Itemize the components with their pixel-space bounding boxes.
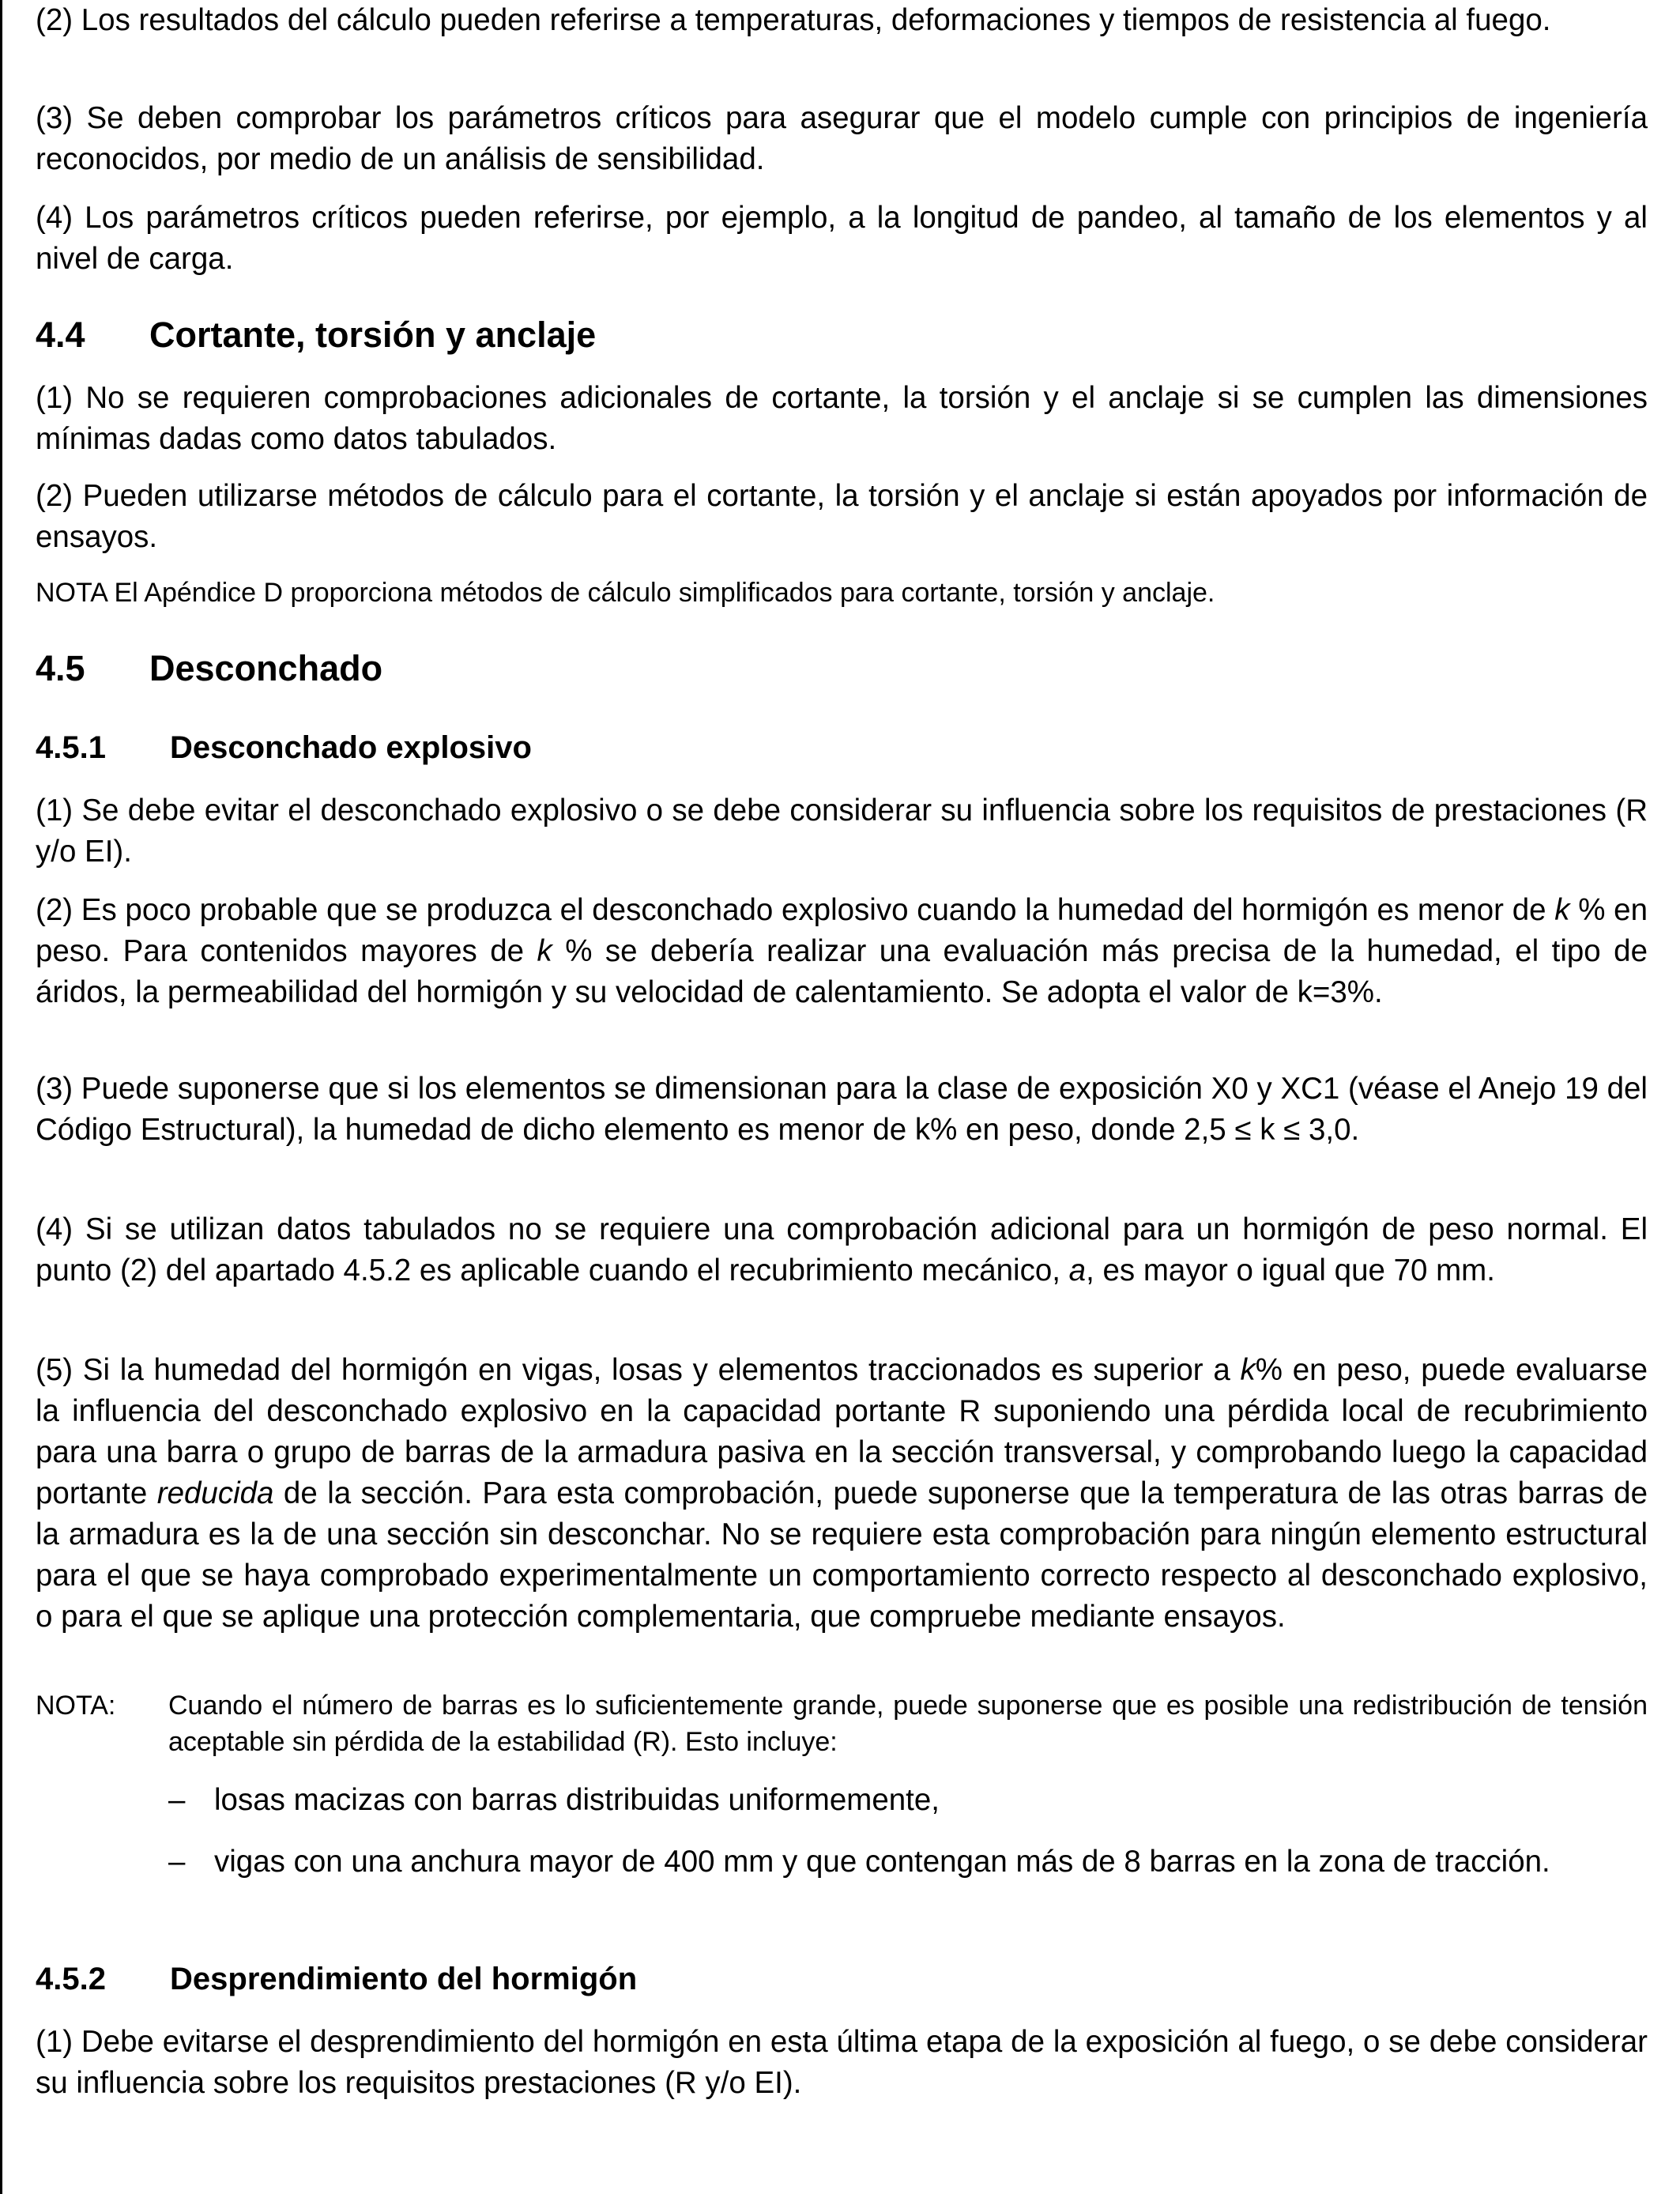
paragraph-4-5-1-2: (2) Es poco probable que se produzca el desconchado explosivo cuando la humedad del hormigón es menor de k % en peso. Para contenidos mayores de k % se debería realizar una evaluación más precisa de la humedad, el tipo de áridos, la permeabilidad del hormigón y su velocidad de calentamiento. Se adopta el valor de k=3%. — [36, 893, 1648, 1009]
list-item — [168, 1842, 1638, 1883]
dash-bullet: – — [168, 1783, 186, 1817]
section-heading-4-5 — [36, 648, 382, 689]
note-label: NOTA: — [36, 1691, 116, 1721]
dash-bullet: – — [168, 1845, 186, 1879]
list-item-text: vigas con una anchura mayor de 400 mm y que contengan más de 8 barras en la zona de tracción. — [214, 1845, 1550, 1879]
note-4-4: NOTA El Apéndice D proporciona métodos de cálculo simplificados para cortante, torsión y anclaje. — [36, 578, 1215, 608]
subsection-title: Desprendimiento del hormigón — [170, 1962, 638, 1996]
section-heading-4-4 — [36, 315, 596, 356]
paragraph-4-5-1-4: (4) Si se utilizan datos tabulados no se requiere una comprobación adicional para un hormigón de peso normal. El punto (2) del apartado 4.5.2 es aplicable cuando el recubrimiento mecánico, a, es mayor o igual que 70 mm. — [36, 1212, 1648, 1287]
list-item — [168, 1780, 1638, 1821]
paragraph-4-5-2-1: (1) Debe evitarse el desprendimiento del hormigón en esta última etapa de la exposición al fuego, o se debe considerar su influencia sobre los requisitos prestaciones (R y/o EI). — [36, 2025, 1648, 2100]
paragraph-4-3-2: (2) Los resultados del cálculo pueden referirse a temperaturas, deformaciones y tiempos de resistencia al fuego. — [36, 3, 1551, 37]
paragraph-4-4-1: (1) No se requieren comprobaciones adicionales de cortante, la torsión y el anclaje si se cumplen las dimensiones mínimas dadas como datos tabulados. — [36, 381, 1648, 456]
subsection-heading-4-5-1 — [36, 730, 532, 766]
note-body: Cuando el número de barras es lo suficientemente grande, puede suponerse que es posible una redistribución de tensión aceptable sin pérdida de la estabilidad (R). Esto incluye: — [168, 1691, 1648, 1757]
paragraph-4-5-1-3: (3) Puede suponerse que si los elementos se dimensionan para la clase de exposición X0 y XC1 (véase el Anejo 19 del Código Estructural), la humedad de dicho elemento es menor de k% en peso, donde 2,5 ≤ k ≤ 3,0. — [36, 1072, 1648, 1147]
subsection-number: 4.5.1 — [36, 730, 106, 765]
subsection-number: 4.5.2 — [36, 1962, 106, 1996]
paragraph-4-5-1-1: (1) Se debe evitar el desconchado explosivo o se debe considerar su influencia sobre los requisitos de prestaciones (R y/o EI). — [36, 794, 1648, 869]
list-item-text: losas macizas con barras distribuidas uniformemente, — [214, 1783, 940, 1817]
paragraph-4-4-2: (2) Pueden utilizarse métodos de cálculo para el cortante, la torsión y el anclaje si están apoyados por información de ensayos. — [36, 479, 1648, 554]
subsection-title: Desconchado explosivo — [170, 730, 532, 765]
section-number: 4.4 — [36, 315, 85, 355]
paragraph-4-3-3: (3) Se deben comprobar los parámetros críticos para asegurar que el modelo cumple con principios de ingeniería reconocidos, por medio de un análisis de sensibilidad. — [36, 101, 1648, 176]
section-title: Cortante, torsión y anclaje — [149, 315, 597, 355]
paragraph-4-3-4: (4) Los parámetros críticos pueden referirse, por ejemplo, a la longitud de pandeo, al tamaño de los elementos y al nivel de carga. — [36, 201, 1648, 276]
section-number: 4.5 — [36, 648, 85, 688]
subsection-heading-4-5-2 — [36, 1962, 637, 1997]
section-title: Desconchado — [149, 648, 383, 688]
paragraph-4-5-1-5: (5) Si la humedad del hormigón en vigas, losas y elementos traccionados es superior a k% en peso, puede evaluarse la influencia del desconchado explosivo en la capacidad portante R suponiendo una pérdida local de recubrimiento para una barra o grupo de barras de la armadura pasiva en la sección transversal, y comprobando luego la capacidad portante reducida de la sección. Para esta comprobación, puede suponerse que la temperatura de las otras barras de la armadura es la de una sección sin desconchar. No se requiere esta comprobación para ningún elemento estructural para el que se haya comprobado experimentalmente un comportamiento correcto respecto al desconchado explosivo, o para el que se aplique una protección complementaria, que compruebe mediante ensayos. — [36, 1353, 1648, 1634]
